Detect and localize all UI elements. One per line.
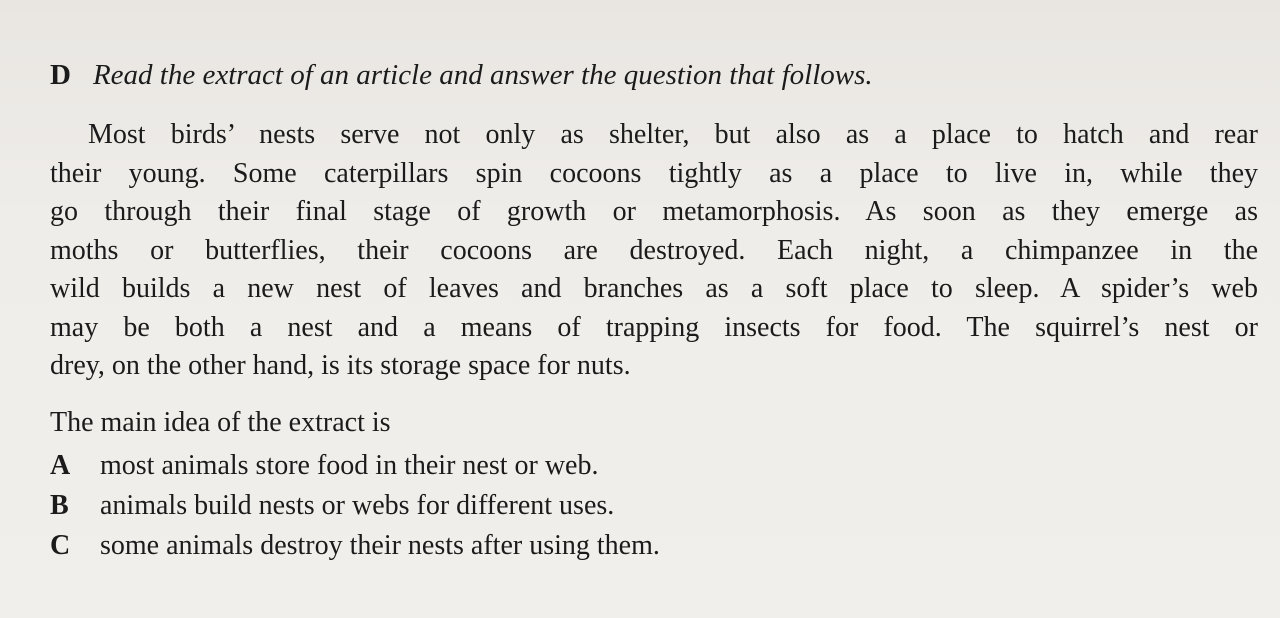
passage-line: may be both a nest and a means of trapping insects for food. The squirrel’s nest or bbox=[50, 311, 1258, 343]
option-text: most animals store food in their nest or web. bbox=[100, 450, 599, 481]
section-letter: D bbox=[50, 59, 71, 91]
passage-line: their young. Some caterpillars spin cocoons tightly as a place to live in, while they bbox=[50, 157, 1258, 189]
option-b[interactable] bbox=[50, 486, 660, 526]
option-text: some animals destroy their nests after using them. bbox=[100, 530, 660, 561]
option-c[interactable] bbox=[50, 526, 660, 566]
passage-line: moths or butterflies, their cocoons are destroyed. Each night, a chimpanzee in the bbox=[50, 234, 1258, 266]
option-a[interactable] bbox=[50, 446, 660, 486]
option-letter: B bbox=[50, 490, 69, 521]
passage-line: drey, on the other hand, is its storage space for nuts. bbox=[50, 350, 631, 381]
article-extract bbox=[50, 116, 1258, 386]
passage-line: Most birds’ nests serve not only as shelter, but also as a place to hatch and rear bbox=[88, 119, 1258, 150]
option-letter: C bbox=[50, 530, 71, 561]
option-letter: A bbox=[50, 450, 71, 481]
passage-line: wild builds a new nest of leaves and branches as a soft place to sleep. A spider’s web bbox=[50, 273, 1258, 304]
passage-line: go through their final stage of growth or metamorphosis. As soon as they emerge as bbox=[50, 196, 1258, 227]
question-stem: The main idea of the extract is bbox=[50, 407, 391, 438]
section-heading bbox=[50, 58, 873, 92]
answer-options bbox=[50, 446, 660, 566]
section-instruction: Read the extract of an article and answer the question that follows. bbox=[92, 59, 873, 91]
option-text: animals build nests or webs for different uses. bbox=[100, 490, 615, 521]
